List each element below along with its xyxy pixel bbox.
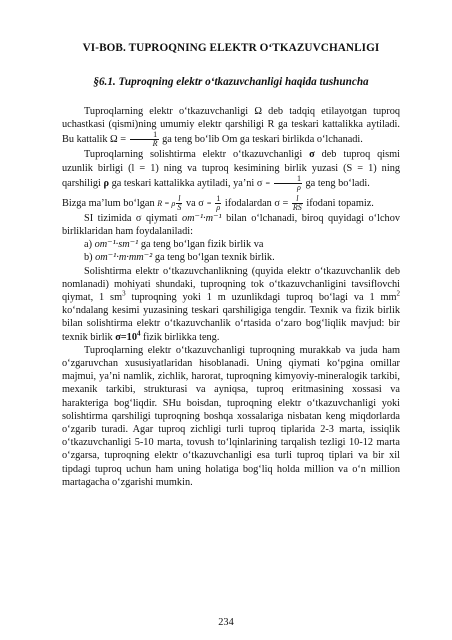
- paragraph-5: [62, 265, 400, 344]
- superscript-3: 3: [122, 289, 126, 298]
- unit-si: om⁻¹·m⁻¹: [181, 212, 222, 224]
- p5-text-c: ko‘ndalang kesimi yuzasining teskari qarshiligiga tengdir. Texnik va fizik birlik bilan solishtirma elektr o‘tkazuvchanlik o‘rtasida o‘zaro bog‘liqlik mavjud: bir texnik birlik: [62, 305, 400, 343]
- fraction-numerator: 1: [274, 175, 302, 184]
- fraction-denominator: ρ: [216, 202, 221, 212]
- superscript-2: 2: [396, 289, 400, 298]
- paragraph-4: [62, 212, 400, 238]
- paragraph-1: [62, 105, 400, 148]
- equals-sign: =: [206, 198, 212, 208]
- fraction-one-over-rho: [274, 175, 302, 192]
- bold-formula: σ=10: [115, 331, 137, 343]
- superscript-4: 4: [136, 329, 141, 338]
- unit-physical: om⁻¹·sm⁻¹: [94, 239, 139, 251]
- formula-r-lhs: R = ρ: [157, 198, 176, 208]
- fraction-denominator: ρ: [297, 182, 301, 192]
- fraction-denominator: R: [152, 139, 158, 149]
- fraction-l-over-s: [176, 195, 182, 212]
- list-item-b: [62, 251, 400, 264]
- paragraph-6: Tuproqlarning elektr o‘tkazuvchanligi tuproqning murakkab va juda ham o‘zgaruvchan xususiyatlaridan hisoblanadi. Uning qiymati ko‘pgina omillar majmui, ya’ni namlik, zichlik, harorat, tuproqning kimyoviy-mineralogik tarkibi, mexanik tarkibi, strukturasi va ayniqsa, tuproq eritmasining xossasi va harakteriga bog‘liqdir. SHu boisdan, tuproqning elektr o‘tkazuvchanligi yoki solishtirma qarshiligi tuproqning boshqa xossalariga nisbatan keng miqdorlarda o‘zgarib turadi. Agar tuproq zichligi turli tuproq tiplarida 2-3 marta, issiqlik o‘tkazuvchanligi 5-10 marta, tovush to‘lqinlarining tarqalish tezligi 10-12 marta o‘zgarsa, tuproqning elektr o‘tkazuvchanligi esa turli tuproq tiplari va bir xil tipdagi tuproq uchun ham uning holatiga bog‘liq holda million va o‘n million martagacha o‘zgarishi mumkin.: [62, 344, 400, 488]
- fraction-l-over-rs: [292, 195, 303, 212]
- list-item-a: [62, 238, 400, 251]
- fraction-denominator: RS: [292, 202, 302, 212]
- p2-text-a: Tuproqlarning solishtirma elektr o‘tkazuvchanligi: [84, 149, 303, 161]
- rho-symbol: ρ: [103, 177, 109, 189]
- fraction-numerator: l: [292, 195, 303, 204]
- list-marker: a): [84, 239, 92, 251]
- unit-technical: om⁻¹·m·mm⁻²: [95, 252, 153, 264]
- paragraph-2: [62, 148, 400, 191]
- fraction-one-over-r: [130, 131, 159, 148]
- list-marker: b): [84, 252, 93, 264]
- p3-text-d: ifodani topamiz.: [306, 197, 374, 209]
- p2-text-b: deb tuproq qismi uzunlik birligi (l = 1) ning va tuproq kesimining birlik yuzasi (S = 1) ning qarshiligi: [62, 149, 400, 189]
- p5-text-a: Solishtirma elektr o‘tkazuvchanlikning (quyida elektr o‘tkazuvchanlik deb nomlanadi) mohiyati shundaki, tuproqning tok o‘tkazuvchanligini tavsiflovchi qiymat, 1 sm: [62, 265, 400, 304]
- fraction-denominator: S: [177, 202, 182, 212]
- p1-text-a: Tuproqlarning elektr o‘tkazuvchanligi Ω deb tadqiq etilayotgan tuproq uchastkasi (qismi)ning umumiy elektr qarshiligi R ga teskari kattalikka aytiladi. Bu kattalik Ω =: [62, 106, 400, 146]
- fraction-numerator: 1: [130, 131, 159, 140]
- paragraph-3: [62, 195, 400, 212]
- p3-text-b: va σ: [185, 197, 204, 209]
- p4-text-a: SI tizimida σ qiymati: [84, 212, 178, 224]
- list-item-text: ga teng bo‘lgan texnik birlik.: [154, 252, 275, 264]
- p1-text-b: ga teng bo‘lib Om ga teskari birlikda o‘lchanadi.: [162, 134, 363, 146]
- sigma-symbol: σ: [309, 149, 315, 161]
- p2-text-c: ga teskari kattalikka aytiladi, ya’ni σ: [111, 177, 263, 189]
- p2-text-d: ga teng bo‘ladi.: [305, 177, 370, 189]
- section-title: §6.1. Tuproqning elektr o‘tkazuvchanligi haqida tushuncha: [93, 76, 369, 88]
- chapter-title: VI-BOB. TUPROQNING ELEKTR O‘TKAZUVCHANLIGI: [82, 42, 380, 54]
- p3-text-c: ifodalardan σ =: [224, 197, 289, 209]
- fraction-numerator: l: [178, 193, 181, 203]
- fraction-one-over-rho: [215, 195, 221, 212]
- p5-text-b: tuproqning yoki 1 m uzunlikdagi tuproq bo‘lagi va 1 mm: [131, 292, 397, 304]
- page-number: 234: [218, 617, 234, 628]
- p5-text-d: fizik birlikka teng.: [143, 331, 220, 343]
- p3-text-a: Bizga ma’lum bo‘lgan: [62, 197, 155, 209]
- list-item-text: ga teng bo‘lgan fizik birlik va: [140, 239, 264, 251]
- equals-sign: =: [264, 178, 271, 188]
- fraction-numerator: 1: [216, 193, 221, 203]
- p4-text-b: bilan o‘lchanadi, biroq quyidagi o‘lchov birliklaridan ham foydalaniladi:: [62, 212, 400, 238]
